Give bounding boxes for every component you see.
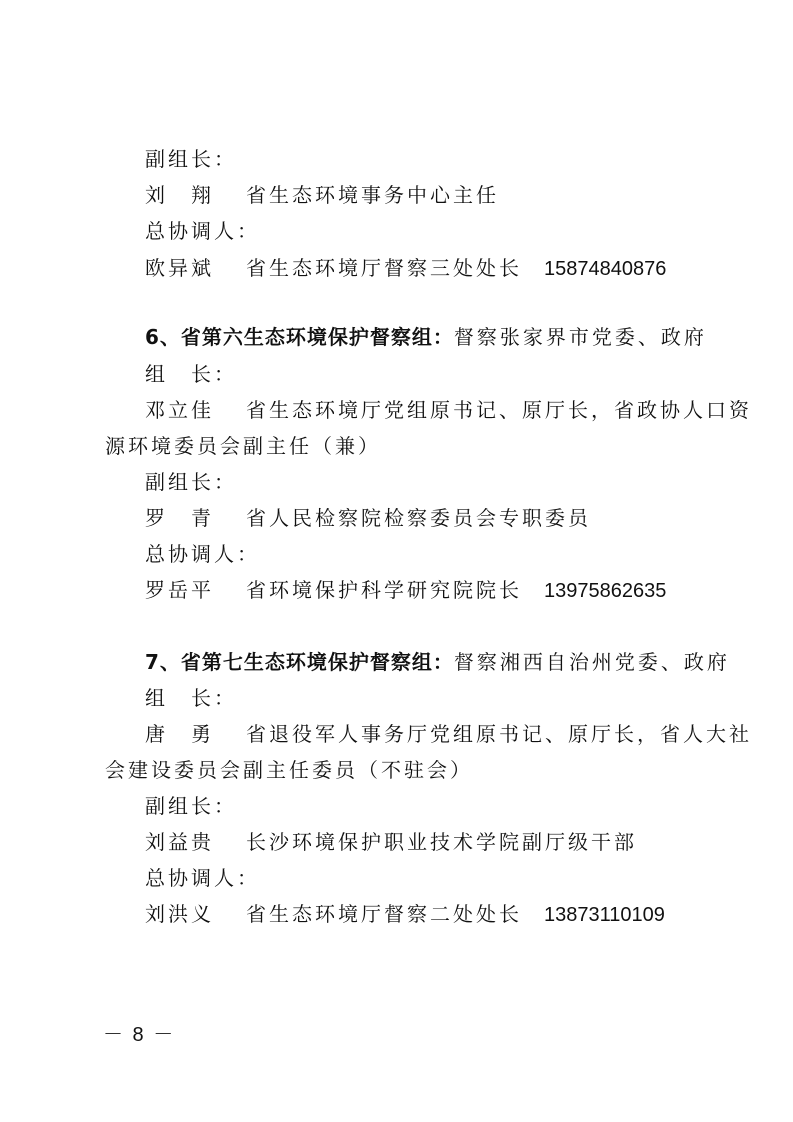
section7-heading	[145, 650, 730, 674]
page-number: － 8 －	[103, 1024, 176, 1046]
section7-leader-name: 唐 勇	[145, 722, 214, 746]
section7-coord-title: 省生态环境厅督察二处处长	[246, 902, 522, 926]
section6-coord-row	[145, 578, 666, 603]
section7-deputy-row	[145, 830, 637, 854]
section6-deputy-row	[145, 506, 591, 530]
section7-heading-rest: 督察湘西自治州党委、政府	[453, 650, 730, 674]
section7-leader-title-line1: 省退役军人事务厅党组原书记、原厅长，省人大社	[246, 722, 752, 746]
section6-heading-rest: 督察张家界市党委、政府	[453, 325, 707, 349]
section5-coord-name: 欧异斌	[145, 256, 214, 280]
section5-deputy-title: 省生态环境事务中心主任	[246, 183, 499, 207]
section5-deputy-name: 刘 翔	[145, 183, 214, 207]
section5-coord-label: 总协调人：	[145, 219, 260, 243]
section6-coord-phone: 13975862635	[544, 580, 667, 602]
section7-deputy-title: 长沙环境保护职业技术学院副厅级干部	[246, 830, 637, 854]
section6-coord-name: 罗岳平	[145, 578, 214, 602]
section6-deputy-label: 副组长：	[145, 470, 237, 494]
section6-leader-title-line2: 源环境委员会副主任（兼）	[105, 434, 381, 458]
section6-leader-row	[145, 398, 752, 422]
section6-coord-title: 省环境保护科学研究院院长	[246, 578, 522, 602]
section7-coord-label: 总协调人：	[145, 866, 260, 890]
section7-leader-title-line2: 会建设委员会副主任委员（不驻会）	[105, 758, 473, 782]
section5-deputy-label: 副组长：	[145, 147, 237, 171]
section6-heading	[145, 325, 707, 349]
section5-coord-phone: 15874840876	[544, 258, 667, 280]
section7-deputy-name: 刘益贵	[145, 830, 214, 854]
section6-coord-label: 总协调人：	[145, 542, 260, 566]
section6-leader-title-line1: 省生态环境厅党组原书记、原厅长，省政协人口资	[246, 398, 752, 422]
section7-heading-bold: 7、省第七生态环境保护督察组：	[145, 650, 454, 674]
section7-leader-label: 组 长：	[145, 686, 237, 710]
section7-coord-name: 刘洪义	[145, 902, 214, 926]
section6-leader-label: 组 长：	[145, 362, 237, 386]
section7-leader-row	[145, 722, 752, 746]
section6-deputy-title: 省人民检察院检察委员会专职委员	[246, 506, 591, 530]
section7-coord-row	[145, 902, 665, 927]
section6-leader-name: 邓立佳	[145, 398, 214, 422]
section7-coord-phone: 13873110109	[544, 904, 665, 926]
section5-deputy-row	[145, 183, 499, 207]
section7-deputy-label: 副组长：	[145, 794, 237, 818]
section5-coord-title: 省生态环境厅督察三处处长	[246, 256, 522, 280]
section6-heading-bold: 6、省第六生态环境保护督察组：	[145, 325, 454, 349]
section5-coord-row	[145, 256, 666, 281]
section6-deputy-name: 罗 青	[145, 506, 214, 530]
